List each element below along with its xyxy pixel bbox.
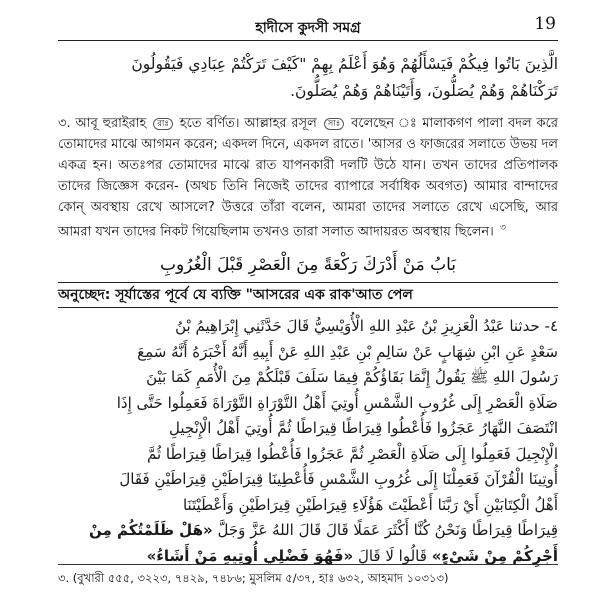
- narrator-name: আবূ হুরাইরাহ: [75, 116, 147, 131]
- arabic-line: الْإِنْجِيلَ فَعَمِلُوا إِلَى صَلَاةِ الْعَصْرِ ثُمَّ عَجَزُوا فَأُعْطُوا قِيرَاطًا قِيرَاطًا ثُمَّ: [147, 444, 558, 463]
- honorific-badge: সাঃ: [324, 118, 345, 130]
- footnote-reference: ৩: [499, 223, 506, 233]
- arabic-line: صَلَاةِ الْعَصْرِ إِلَى غُرُوبِ الشَّمْسِ أُوتِيَ أَهْلُ التَّوْرَاةِ التَّوْرَاةَ فَعَمِلُوا حَتَّى إِذَا: [116, 393, 558, 412]
- arabic-hadith-4: [58, 314, 558, 569]
- arabic-line: الَّذِينَ بَاتُوا فِيكُمْ فَيَسْأَلُهُمْ وَهُوَ أَعْلَمُ بِهِمْ "كَيْفَ تَرَكْتُمْ عِبَادِي فَيَقُولُونَ: [131, 55, 558, 73]
- footnote: ৩. (বুখারী ৫৫৫, ৩২২৩, ৭৪২৯, ৭৪৮৬; মুসলিম ৫/৩৭, হাঃ ৬৩২, আহমাদ ১০৩১৩): [58, 564, 558, 586]
- running-header: [58, 14, 558, 41]
- arabic-line: ٤- حدثنا عَبْدُ الْعَزِيزِ بْنُ عَبْدِ اللهِ الْأُوَيْسِيُّ قَالَ حَدَّثَنِي إِبْرَاهِيمُ بْنُ: [175, 317, 558, 336]
- hadith-text-part: বলেছেন ঃ মালাকগণ পালা বদল করে তোমাদের মাঝে আগমন করেন; একদল দিনে, একদল রাতে। 'আসর ও ফাজরের সলাতে উভয় দল একত্র হন। অতঃপর তোমাদের মাঝে রাত যাপনকারী দলটি উঠে যান। তখন তাদের প্রতিপালক তাদের জিজ্ঞেস করেন- (অথচ তিনি নিজেই তাদের ব্যাপারে সর্বাধিক অবগত) আমার বান্দাদের কোন্ অবস্থায় রেখে আসলে? উত্তরে তাঁরা বলেন, আমরা তাদের সলাতে রেখে এসেছি, আর আমরা যখন তাদের নিকট গিয়েছিলাম তখনও তারা সলাত আদায়রত অবস্থায় ছিলেন।: [58, 116, 558, 240]
- arabic-chapter-title: بَابُ مَنْ أَدْرَكَ رَكْعَةً مِنَ الْعَصْرِ قَبْلَ الْغُرُوبِ: [159, 255, 457, 276]
- hadith-number: ৩.: [58, 116, 71, 131]
- arabic-text: قِيرَاطًا قِيرَاطًا وَنَحْنُ كُنَّا أَكْثَرَ عَمَلًا قَالَ قَالَ اللهُ عَزَّ وَجَلَّ: [217, 521, 558, 540]
- divine-quote: «هَلْ ظَلَمْتُكُمْ مِنْ: [89, 521, 213, 540]
- arabic-line: أَهْلُ الْكِتَابَيْنِ أَيْ رَبَّنَا أَعْطَيْتَ هَؤُلَاءِ قِيرَاطَيْنِ قِيرَاطَيْنِ وَأَعْطَيْتَنَا: [182, 495, 558, 514]
- arabic-text: قَالُوا لَا قَالَ: [357, 546, 427, 565]
- arabic-line: أُوتِينَا الْقُرْآنَ فَعَمِلْنَا إِلَى غُرُوبِ الشَّمْسِ فَأُعْطِينَا قِيرَاطَيْنِ قِيرَاطَيْنِ فَقَالَ: [119, 470, 558, 489]
- arabic-continuation: [58, 51, 558, 105]
- book-title: হাদীসে কুদসী সমগ্র: [255, 20, 361, 36]
- arabic-line: سَعْدٍ عَنِ ابْنِ شِهَابٍ عَنْ سَالِمِ بْنِ عَبْدِ اللهِ عَنْ أَبِيهِ أَنَّهُ أَخْبَرَهُ أَنَّهُ سَمِعَ: [137, 342, 558, 361]
- document-page: [58, 14, 558, 586]
- page-number: 19: [534, 14, 556, 34]
- divine-quote: «فَهُوَ فَضْلِي أُوتِيهِ مَنْ أَشَاءُ»: [146, 546, 354, 565]
- arabic-line: انْتَصَفَ النَّهَارُ عَجَزُوا فَأُعْطُوا قِيرَاطًا قِيرَاطًا ثُمَّ أُوتِيَ أَهْلُ الْإِنْجِيلِ: [169, 419, 558, 438]
- chapter-heading: অনুচ্ছেদ: সূর্যাস্তের পূর্বে যে ব্যক্তি "আসরের এক রাক'আত পেল: [58, 282, 558, 308]
- honorific-badge: রাঃ: [153, 118, 173, 130]
- arabic-line: تَرَكْنَاهُمْ وَهُمْ يُصَلُّونَ، وَأَتَيْنَاهُمْ وَهُمْ يُصَلُّونَ.: [290, 82, 558, 100]
- hadith-3-translation: [58, 113, 558, 242]
- arabic-line: رَسُولَ اللهِ ﷺ يَقُولُ إِنَّمَا بَقَاؤُكُمْ فِيمَا سَلَفَ قَبْلَكُمْ مِنَ الْأُمَمِ كَمَا بَيْنَ: [146, 368, 558, 387]
- divine-quote: أَجْرِكُمْ مِنْ شَيْءٍ»: [431, 546, 558, 565]
- hadith-text-part: হতে বর্ণিত। আল্লাহর রসূল: [179, 116, 317, 131]
- arabic-line: [58, 518, 558, 544]
